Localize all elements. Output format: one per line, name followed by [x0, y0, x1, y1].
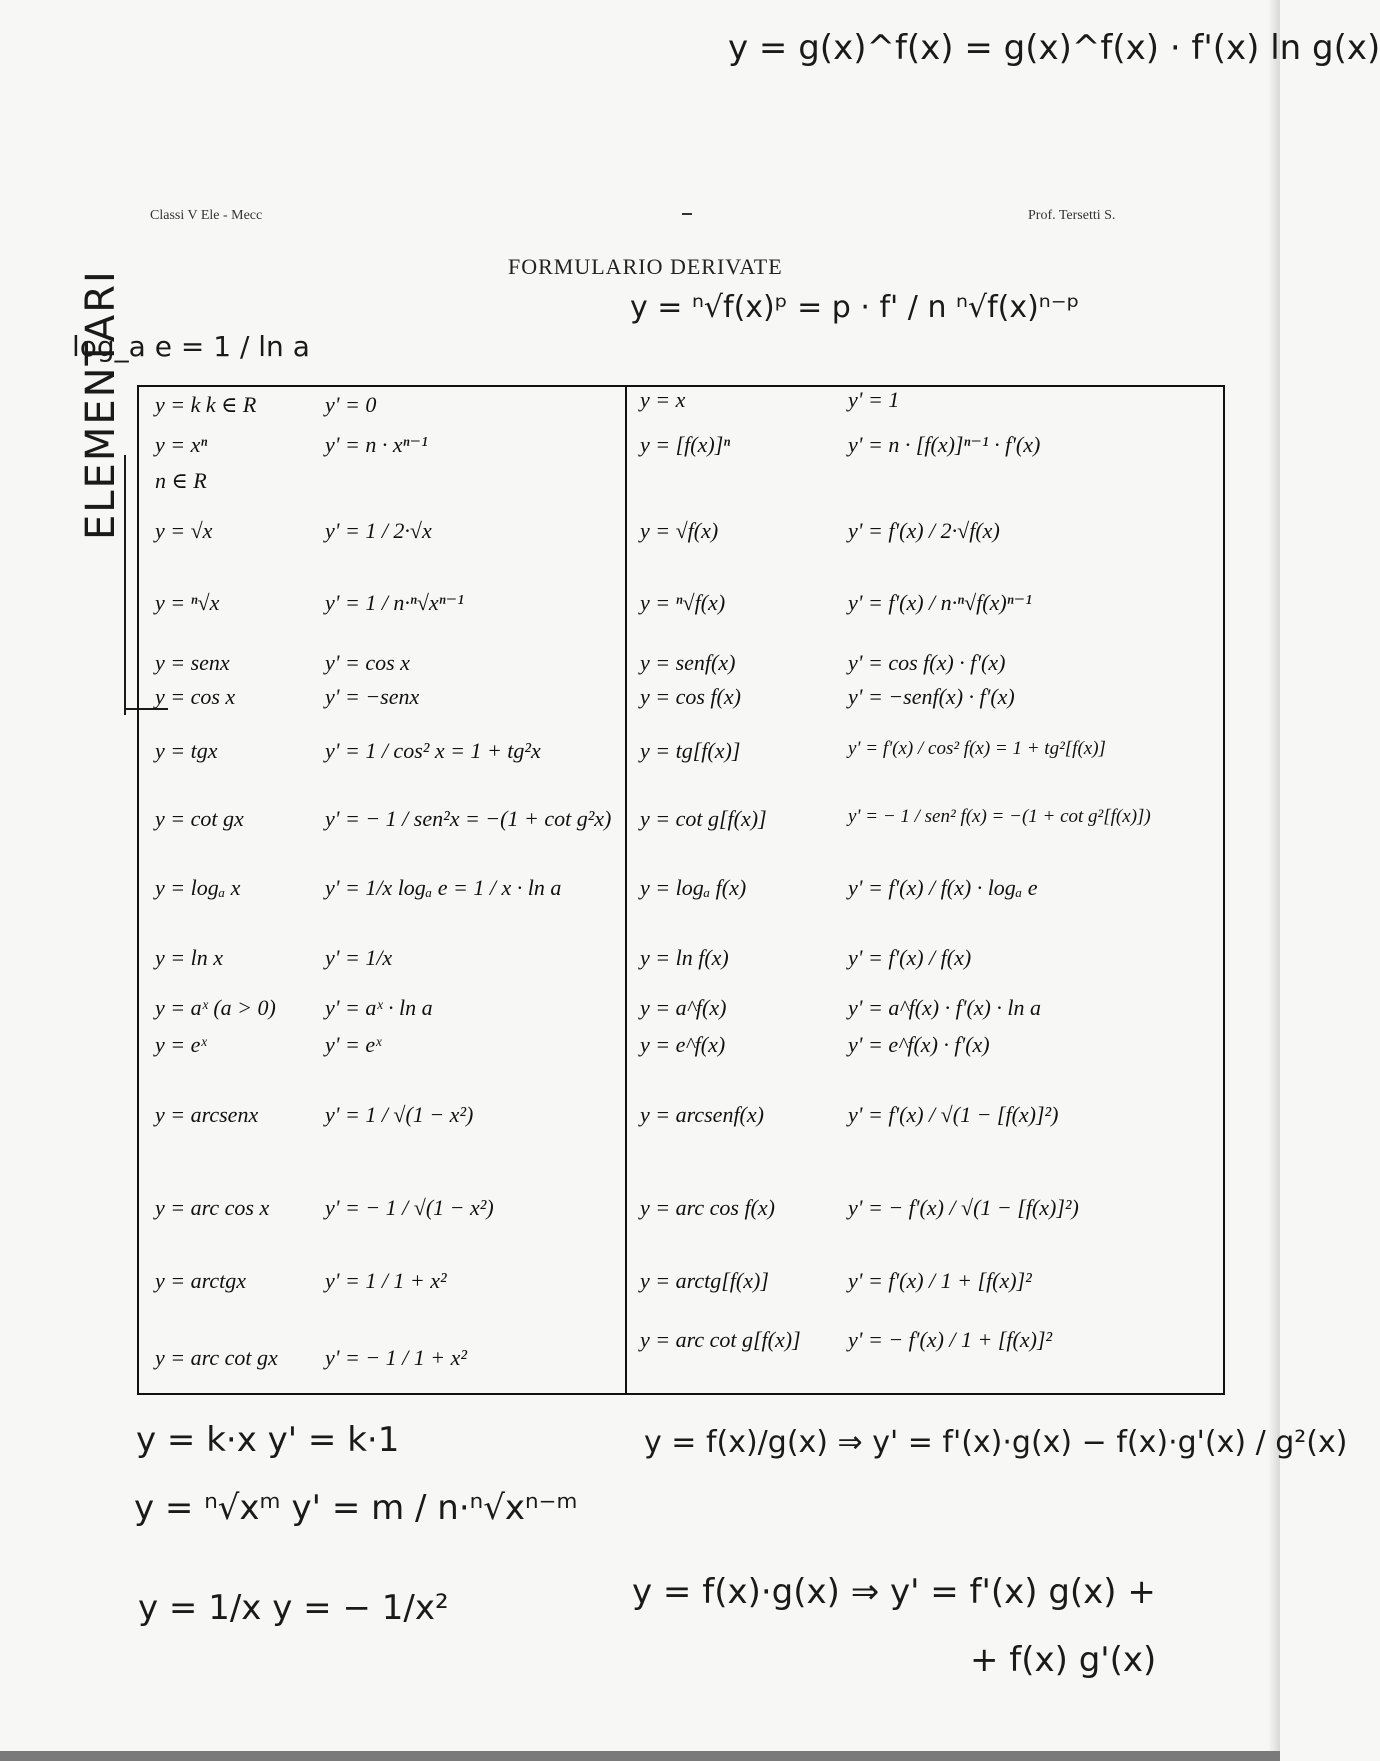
handwritten-linear-derivative: y = k·x y' = k·1 — [136, 1420, 400, 1460]
left-function-2: y = xⁿ — [155, 432, 208, 457]
right-derivative-16: y' = − f'(x) / 1 + [f(x)]² — [848, 1327, 1053, 1352]
left-function-9: y = cot gx — [155, 806, 244, 831]
left-function-6: y = senx — [155, 650, 230, 675]
right-function-13: y = arcsenf(x) — [640, 1102, 764, 1127]
right-derivative-1: y' = 1 — [848, 387, 900, 412]
right-function-14: y = arc cos f(x) — [640, 1195, 775, 1220]
left-derivative-9: y' = − 1 / sen²x = −(1 + cot g²x) — [325, 806, 612, 831]
left-derivative-17: y' = − 1 / 1 + x² — [325, 1345, 467, 1370]
right-function-15: y = arctg[f(x)] — [640, 1268, 769, 1293]
right-function-4: y = ⁿ√f(x) — [640, 590, 726, 615]
right-derivative-9: y' = f'(x) / f(x) · logₐ e — [848, 875, 1038, 900]
right-derivative-6: y' = −senf(x) · f'(x) — [848, 684, 1015, 709]
left-function-11: y = ln x — [155, 945, 223, 970]
header-mark — [682, 213, 692, 215]
left-function-3: n ∈ R — [155, 468, 207, 493]
left-function-12: y = aˣ (a > 0) — [155, 995, 276, 1020]
scanner-bottom-edge — [0, 1751, 1280, 1761]
paper-edge — [1268, 0, 1280, 1761]
handwritten-inverse-derivative: y = 1/x y = − 1/x² — [138, 1588, 449, 1628]
right-derivative-8: y' = − 1 / sen² f(x) = −(1 + cot g²[f(x)]) — [848, 806, 1151, 827]
right-function-8: y = cot g[f(x)] — [640, 806, 767, 831]
handwritten-root-derivative: y = ⁿ√f(x)ᵖ = p · f' / n ⁿ√f(x)ⁿ⁻ᵖ — [630, 290, 1080, 325]
right-derivative-15: y' = f'(x) / 1 + [f(x)]² — [848, 1268, 1032, 1293]
handwritten-root-power-derivative: y = ⁿ√xᵐ y' = m / n·ⁿ√xⁿ⁻ᵐ — [134, 1488, 578, 1528]
left-function-13: y = eˣ — [155, 1032, 207, 1057]
left-derivative-14: y' = 1 / √(1 − x²) — [325, 1102, 474, 1127]
right-derivative-12: y' = e^f(x) · f'(x) — [848, 1032, 990, 1057]
right-derivative-10: y' = f'(x) / f(x) — [848, 945, 972, 970]
left-derivative-16: y' = 1 / 1 + x² — [325, 1268, 447, 1293]
handwritten-quotient-rule: y = f(x)/g(x) ⇒ y' = f'(x)·g(x) − f(x)·g'(x) / g²(x) — [644, 1425, 1348, 1460]
left-derivative-10: y' = 1/x logₐ e = 1 / x · ln a — [325, 875, 562, 900]
right-function-12: y = e^f(x) — [640, 1032, 726, 1057]
class-label: Classi V Ele - Mecc — [150, 208, 263, 223]
right-function-11: y = a^f(x) — [640, 995, 727, 1020]
right-function-7: y = tg[f(x)] — [640, 738, 741, 763]
left-derivative-11: y' = 1/x — [325, 945, 393, 970]
left-function-10: y = logₐ x — [155, 875, 241, 900]
left-derivative-13: y' = eˣ — [325, 1032, 382, 1057]
page-title: FORMULARIO DERIVATE — [508, 254, 783, 279]
right-derivative-13: y' = f'(x) / √(1 − [f(x)]²) — [848, 1102, 1059, 1127]
left-function-4: y = √x — [155, 518, 213, 543]
right-function-1: y = x — [640, 387, 686, 412]
handwritten-product-rule: y = f(x)·g(x) ⇒ y' = f'(x) g(x) + — [632, 1572, 1156, 1612]
side-bracket — [124, 455, 126, 715]
left-function-16: y = arctgx — [155, 1268, 246, 1293]
left-derivative-5: y' = 1 / n·ⁿ√xⁿ⁻¹ — [325, 590, 464, 615]
right-function-3: y = √f(x) — [640, 518, 719, 543]
right-function-6: y = cos f(x) — [640, 684, 741, 709]
left-derivative-6: y' = cos x — [325, 650, 410, 675]
left-derivative-4: y' = 1 / 2·√x — [325, 518, 432, 543]
left-derivative-1: y' = 0 — [325, 392, 377, 417]
right-derivative-7: y' = f'(x) / cos² f(x) = 1 + tg²[f(x)] — [848, 738, 1106, 759]
right-derivative-3: y' = f'(x) / 2·√f(x) — [848, 518, 1000, 543]
right-function-2: y = [f(x)]ⁿ — [640, 432, 731, 457]
left-derivative-12: y' = aˣ · ln a — [325, 995, 433, 1020]
left-derivative-7: y' = −senx — [325, 684, 420, 709]
right-function-10: y = ln f(x) — [640, 945, 729, 970]
left-derivative-15: y' = − 1 / √(1 − x²) — [325, 1195, 494, 1220]
left-function-17: y = arc cot gx — [155, 1345, 278, 1370]
left-function-14: y = arcsenx — [155, 1102, 259, 1127]
left-function-8: y = tgx — [155, 738, 218, 763]
right-function-16: y = arc cot g[f(x)] — [640, 1327, 801, 1352]
right-function-5: y = senf(x) — [640, 650, 736, 675]
right-derivative-2: y' = n · [f(x)]ⁿ⁻¹ · f'(x) — [848, 432, 1041, 457]
table-divider — [625, 385, 627, 1395]
teacher-label: Prof. Tersetti S. — [1028, 208, 1116, 223]
left-derivative-8: y' = 1 / cos² x = 1 + tg²x — [325, 738, 541, 763]
left-function-1: y = k k ∈ R — [155, 392, 257, 417]
right-function-9: y = logₐ f(x) — [640, 875, 747, 900]
right-derivative-14: y' = − f'(x) / √(1 − [f(x)]²) — [848, 1195, 1079, 1220]
right-derivative-5: y' = cos f(x) · f'(x) — [848, 650, 1006, 675]
right-derivative-4: y' = f'(x) / n·ⁿ√f(x)ⁿ⁻¹ — [848, 590, 1032, 615]
handwritten-exponential-derivative: y = g(x)^f(x) = g(x)^f(x) · f'(x) ln g(x) — [728, 28, 1380, 68]
left-function-7: y = cos x — [155, 684, 236, 709]
handwritten-product-rule-cont: + f(x) g'(x) — [970, 1640, 1157, 1680]
left-function-5: y = ⁿ√x — [155, 590, 220, 615]
elementari-side-label: ELEMENTARI — [78, 269, 124, 540]
left-function-15: y = arc cos x — [155, 1195, 270, 1220]
right-derivative-11: y' = a^f(x) · f'(x) · ln a — [848, 995, 1041, 1020]
handwritten-log-note: log_a e = 1 / ln a — [72, 330, 310, 363]
left-derivative-2: y' = n · xⁿ⁻¹ — [325, 432, 428, 457]
